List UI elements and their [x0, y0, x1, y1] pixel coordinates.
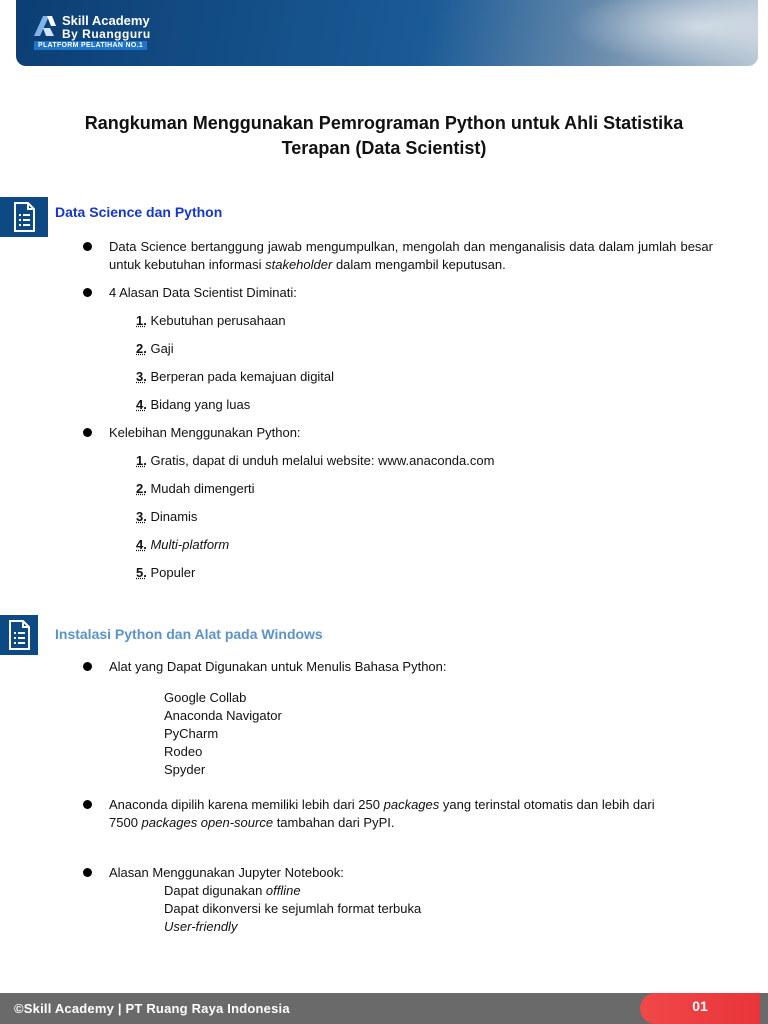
list-item: PyCharm [164, 726, 219, 741]
logo-title: Skill Academy [62, 13, 150, 28]
footer-copyright: ©Skill Academy | PT Ruang Raya Indonesia [14, 1001, 290, 1016]
header-banner [16, 0, 758, 66]
page-number: 01 [640, 993, 760, 1024]
logo-tagline: PLATFORM PELATIHAN NO.1 [34, 41, 147, 50]
title-line-2: Terapan (Data Scientist) [281, 138, 487, 158]
list-item: 2. Gaji [136, 341, 174, 356]
list-item: Dapat dikonversi ke sejumlah format terbuka [164, 901, 422, 916]
list-item: User-friendly [164, 919, 238, 934]
list-item: 3. Dinamis [136, 509, 198, 524]
logo-subtitle: By Ruangguru [62, 27, 151, 41]
list-item: 1. Kebutuhan perusahaan [136, 313, 286, 328]
section-heading-installation: Instalasi Python dan Alat pada Windows [55, 626, 323, 642]
list-item: 3. Berperan pada kemajuan digital [136, 369, 335, 384]
bullet-icon [83, 428, 92, 437]
title-line-1: Rangkuman Menggunakan Pemrograman Python untuk Ahli Statistika [84, 113, 684, 133]
header-image [568, 0, 758, 66]
bullet-icon [83, 288, 92, 297]
skill-academy-logo-icon [32, 14, 58, 38]
paragraph-anaconda: Anaconda dipilih karena memiliki lebih dari 250 packages yang terinstal otomatis dan lebih dari 7500 packages open-source tambahan dari PyPI. [109, 797, 655, 830]
list-item: Anaconda Navigator [164, 708, 282, 723]
document-title [60, 111, 708, 161]
list-item: Spyder [164, 762, 206, 777]
list-item: Rodeo [164, 744, 203, 759]
reasons-heading: 4 Alasan Data Scientist Diminati: [109, 285, 297, 300]
document-icon [0, 197, 48, 237]
list-item: Google Collab [164, 690, 247, 705]
footer [0, 993, 768, 1024]
bullet-icon [83, 868, 92, 877]
tools-heading: Alat yang Dapat Digunakan untuk Menulis Bahasa Python: [109, 659, 447, 674]
bullet-icon [83, 242, 92, 251]
list-item: 2. Mudah dimengerti [136, 481, 255, 496]
section-heading-data-science: Data Science dan Python [55, 204, 223, 220]
document-icon [0, 615, 38, 655]
paragraph-data-science: Data Science bertanggung jawab mengumpulkan, mengolah dan menganalisis data dalam jumlah besar untuk kebutuhan informasi stakeholder dalam mengambil keputusan. [109, 239, 713, 272]
list-item: 4. Multi-platform [136, 537, 230, 552]
jupyter-heading: Alasan Menggunakan Jupyter Notebook: [109, 865, 344, 880]
list-item: 1. Gratis, dapat di unduh melalui website: www.anaconda.com [136, 453, 495, 468]
list-item: 5. Populer [136, 565, 196, 580]
bullet-icon [83, 662, 92, 671]
list-item: Dapat digunakan offline [164, 883, 301, 898]
bullet-icon [83, 800, 92, 809]
advantages-heading: Kelebihan Menggunakan Python: [109, 425, 301, 440]
logo [32, 14, 151, 40]
list-item: 4. Bidang yang luas [136, 397, 251, 412]
